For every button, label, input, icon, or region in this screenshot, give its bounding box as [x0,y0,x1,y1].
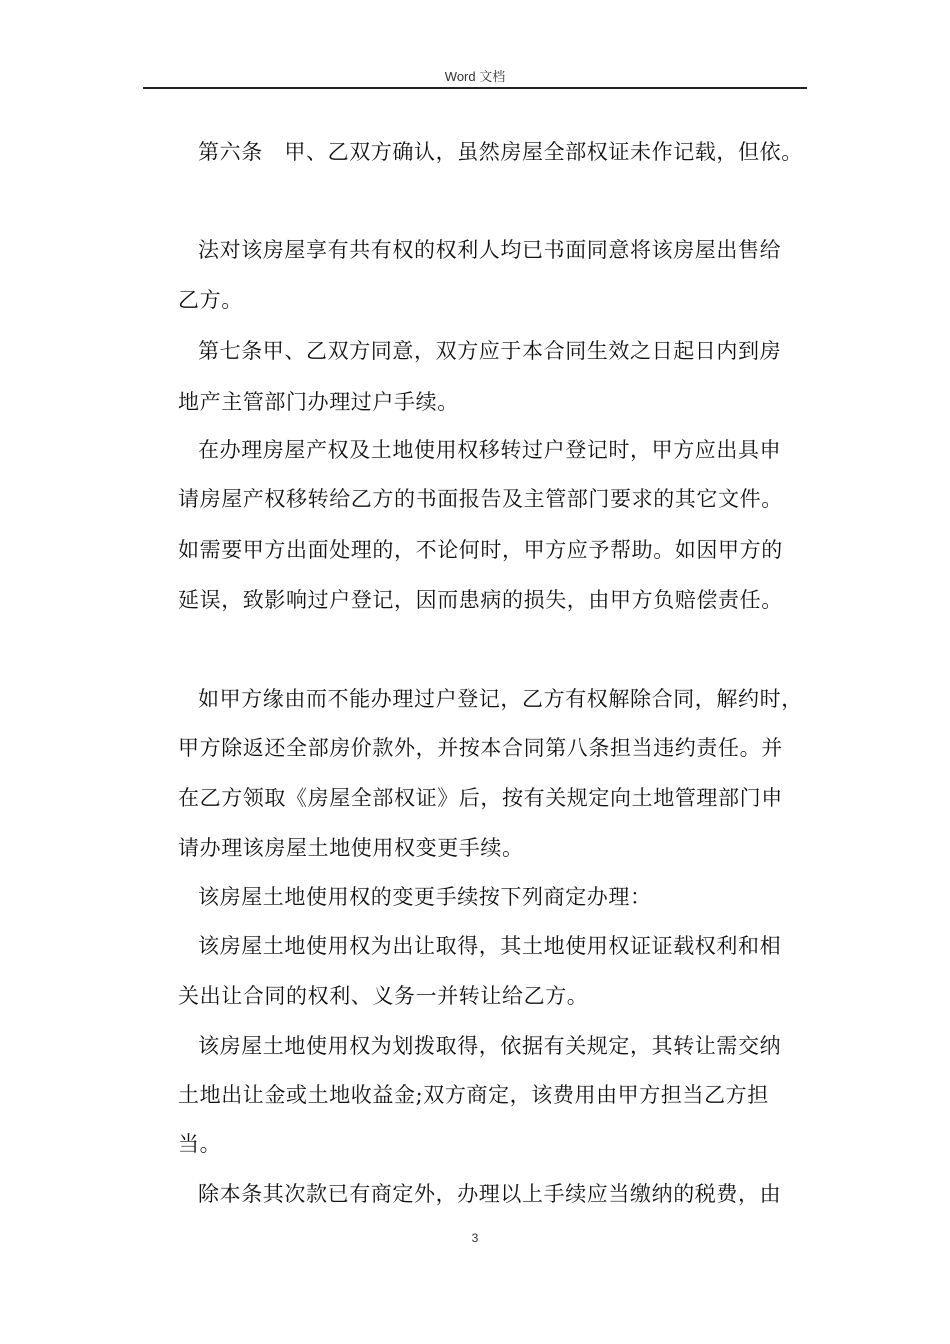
text-line: 甲方除返还全部房价款外，并按本合同第八条担当违约责任。并 [178,736,783,760]
text-line: 该房屋土地使用权为划拨取得，依据有关规定，其转让需交纳 [198,1034,782,1058]
text-line: 该房屋土地使用权的变更手续按下列商定办理： [198,885,652,909]
text-line: 第六条 甲、乙双方确认，虽然房屋全部权证未作记载，但依。 [198,140,803,164]
text-line: 如甲方缘由而不能办理过户登记，乙方有权解除合同，解约时， [198,687,803,711]
header-divider [143,87,807,89]
text-line: 在办理房屋产权及土地使用权移转过户登记时，甲方应出具申 [198,438,782,462]
text-line: 该房屋土地使用权为出让取得，其土地使用权证证载权利和相 [198,934,782,958]
text-line: 请房屋产权移转给乙方的书面报告及主管部门要求的其它文件。 [178,487,783,511]
text-line: 延误，致影响过户登记，因而患病的损失，由甲方负赔偿责任。 [178,588,783,612]
text-line: 请办理该房屋土地使用权变更手续。 [178,836,524,860]
text-line: 关出让合同的权利、义务一并转让给乙方。 [178,984,589,1008]
text-line: 在乙方领取《房屋全部权证》后，按有关规定向土地管理部门申 [178,786,783,810]
page-number: 3 [471,1231,479,1245]
text-line: 地产主管部门办理过户手续。 [178,390,459,414]
text-line: 当。 [178,1132,222,1156]
page-header: Word 文档 [444,69,506,84]
text-line: 乙方。 [178,288,243,312]
text-line: 除本条其次款已有商定外，办理以上手续应当缴纳的税费，由 [198,1182,782,1206]
text-line: 第七条甲、乙双方同意，双方应于本合同生效之日起日内到房 [198,339,782,363]
text-line: 法对该房屋享有共有权的权利人均已书面同意将该房屋出售给 [198,238,782,262]
text-line: 土地出让金或土地收益金;双方商定，该费用由甲方担当乙方担 [178,1083,769,1107]
text-line: 如需要甲方出面处理的，不论何时，甲方应予帮助。如因甲方的 [178,538,783,562]
